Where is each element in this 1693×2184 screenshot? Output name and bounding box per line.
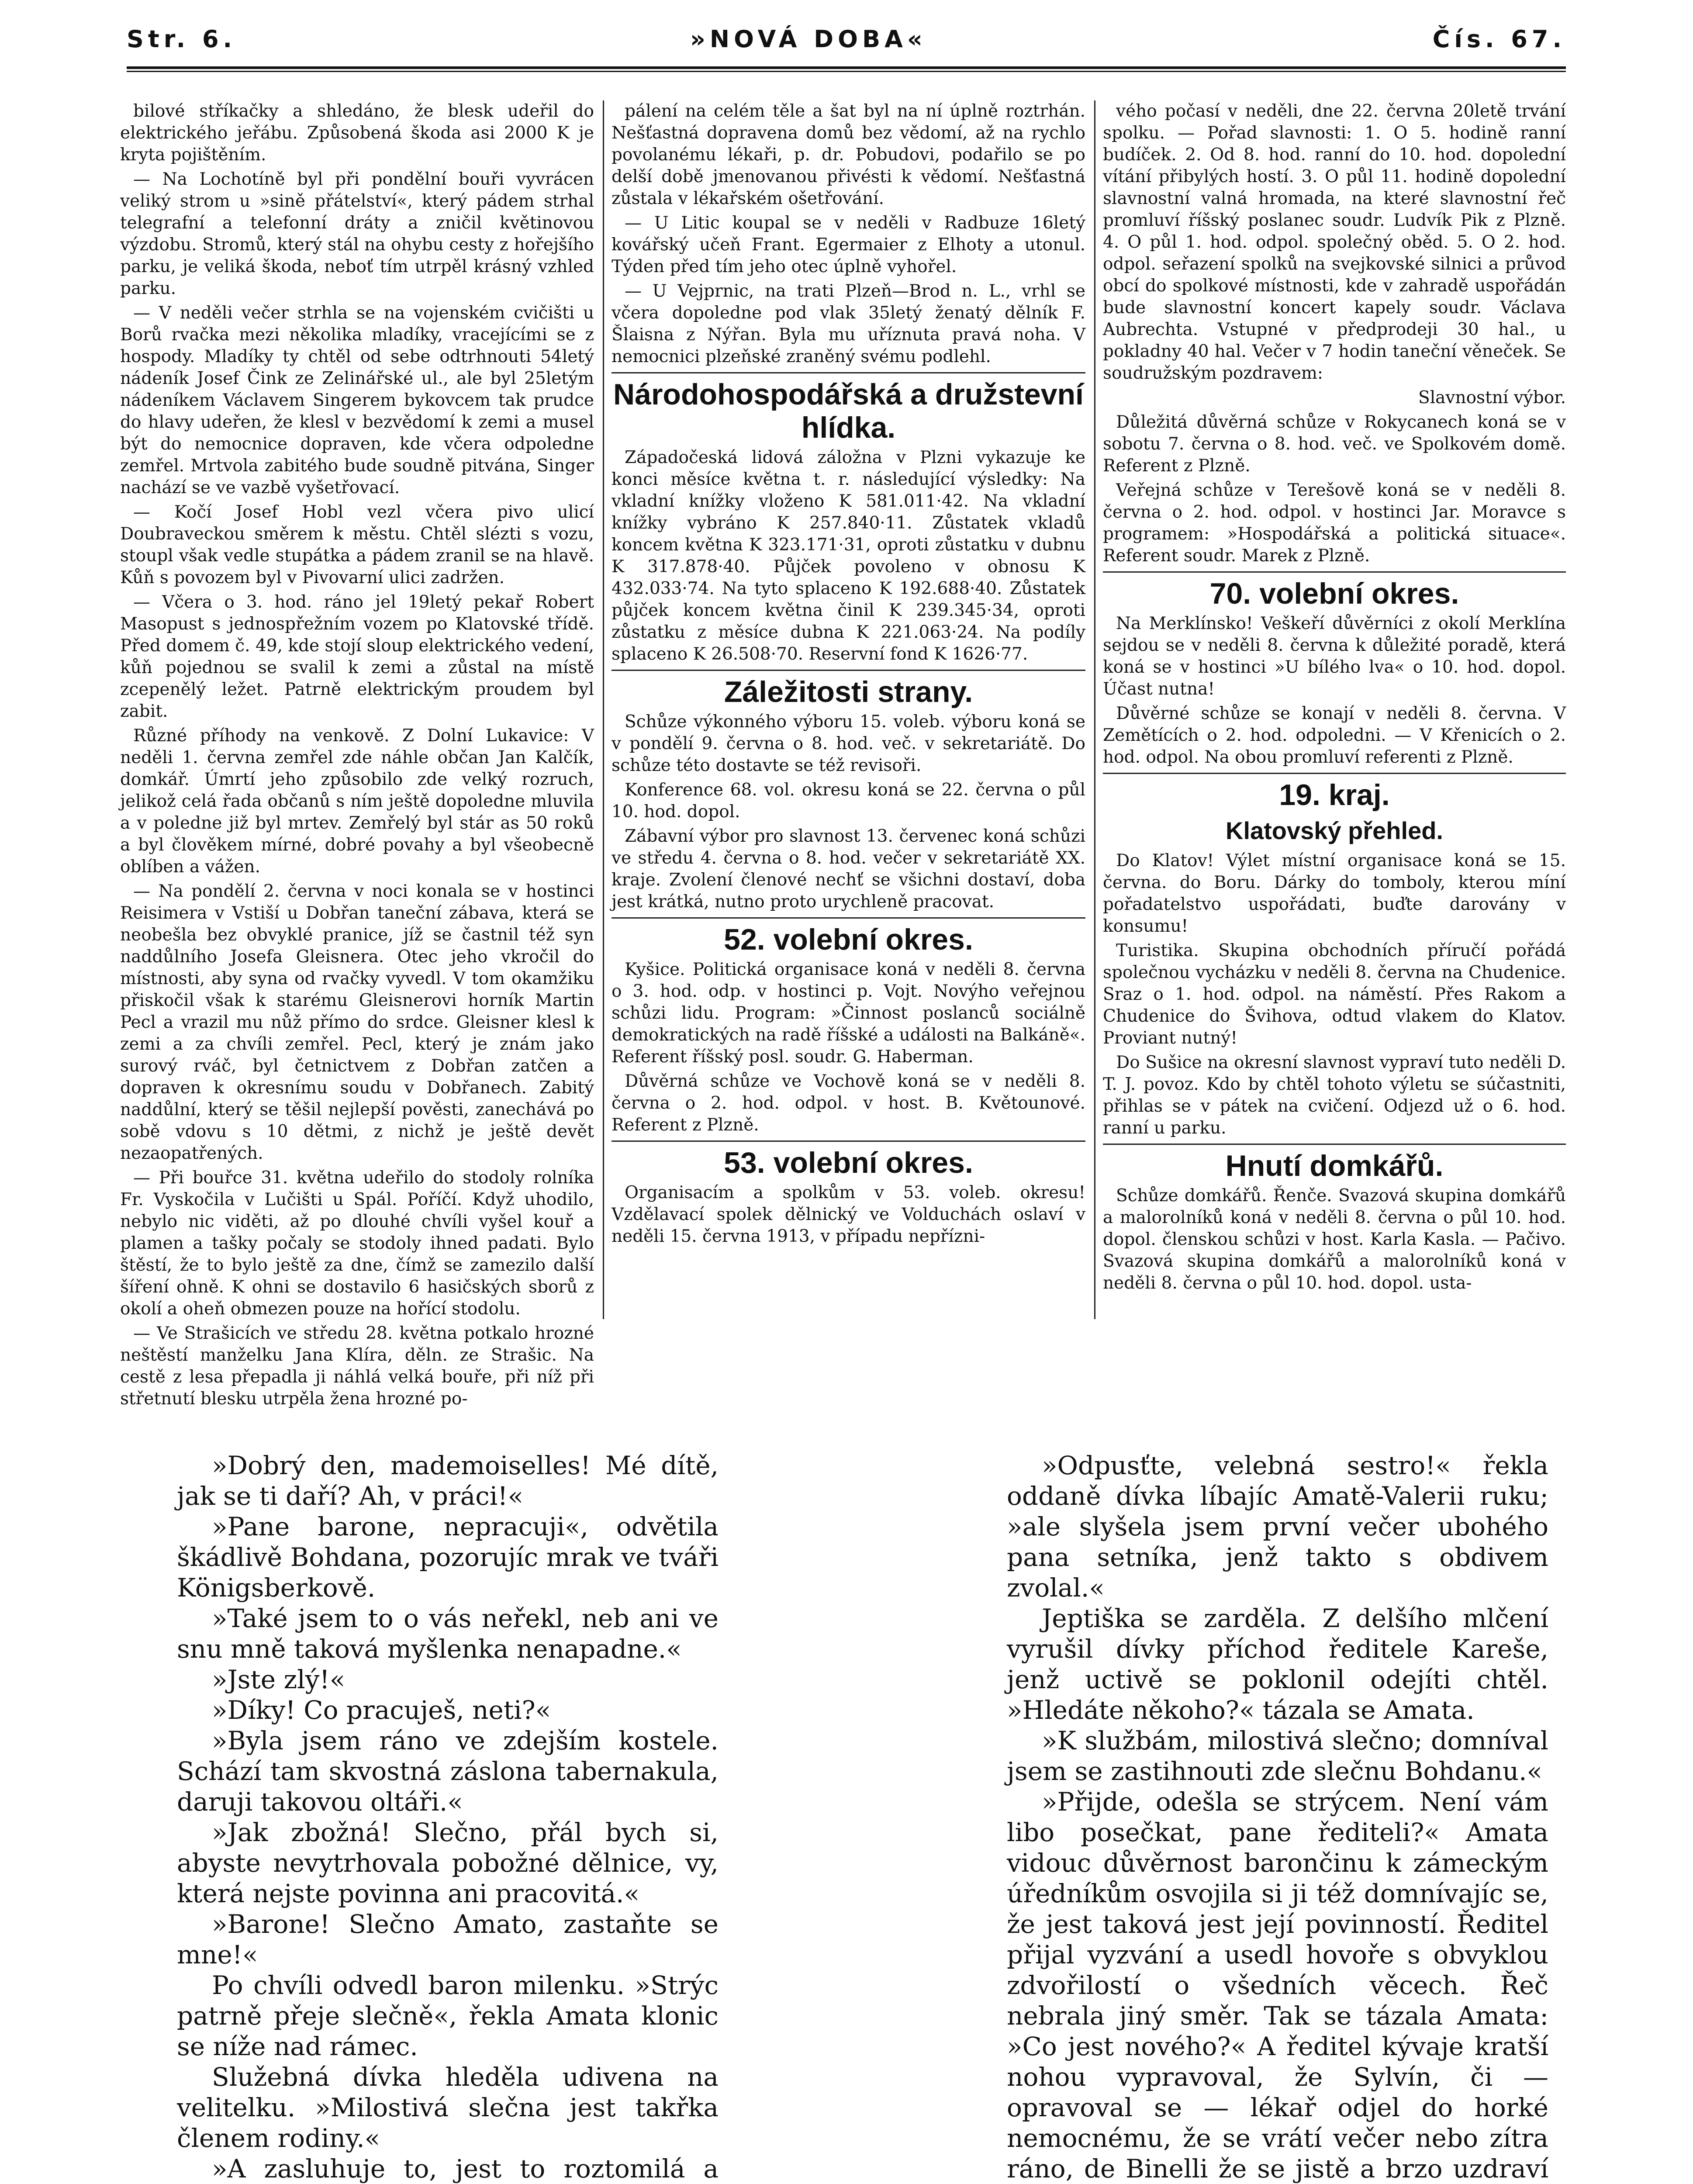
section-heading: Záležitosti strany. [724,675,973,708]
article-paragraph: Důvěrné schůze se konají v neděli 8. června. V Zemětících o 2. hod. odpoledni. — V Křenicích o 2. hod. odpol. Na obou promluví referenti z Plzně. [1103,704,1566,767]
story-paragraph: »Také jsem to o vás neřekl, neb ani ve snu mně taková myšlenka nenapadne.« [177,1603,719,1664]
column-1 [120,100,594,1409]
section-heading: Hnutí domkářů. [1225,1149,1444,1182]
article-paragraph: Schůze domkářů. Řenče. Svazová skupina domkářů a malorolníků koná v neděli 8. června o půl 10. hod. dopol. členskou schůzi v host. Karla Kasla. — Pačivo. Svazová skupina domkářů a malorolníků koná v neděli 8. června o půl 10. hod. dopol. usta- [1103,1186,1566,1293]
column-divider [603,100,604,1319]
column-3 [1103,100,1566,1319]
article-paragraph: Důvěrná schůze ve Vochově koná se v neděli 8. června o 2. hod. odpol. v host. B. Květounové. Referent z Plzně. [612,1071,1085,1135]
article-paragraph: — Na pondělí 2. června v noci konala se v hostinci Reisimera v Vstiší u Dobřan taneční zábava, která se neobešla bez obvyklé pranice, jíž se častnil též syn naddůlního Josefa Gleisnera. Otec jeho vkročil do místnosti, aby syna od rvačky vyvedl. V tom okamžiku přiskočil však k starému Gleisnerovi horník Martin Pecl a vrazil mu nůž přímo do srdce. Gleisner klesl k zemi a za chvíli zemřel. Pecl, který je znám jako surový rváč, byl četnictvem z Dobřan zatčen a dopraven k okresnímu soudu v Dobřanech. Zabitý naddůlní, který se těšil nejlepší pověsti, zanechává po sobě vdovu s 10 dětmi, z nichž je ještě devět nezaopatřených. [120,881,594,1163]
article-paragraph: — Ve Strašicích ve středu 28. května potkalo hrozné neštěstí manželku Jana Klíra, děln. ze Strašic. Na cestě z lesa přepadla ji náhlá velká bouře, při níž při střetnutí blesku utrpěla žena hrozné po- [120,1324,594,1409]
page-number: Str. 6. [127,25,237,53]
story-paragraph: »Jak zbožná! Slečno, přál bych si, abyste nevytrhovala pobožné dělnice, vy, která nejste povinna ani pracovitá.« [177,1818,719,1908]
section-subheading: Klatovský přehled. [1226,817,1443,844]
article-paragraph: — U Litic koupal se v neděli v Radbuze 16letý kovářský učeň Frant. Egermaier z Elhoty a utonul. Týden před tím jeho otec úplně vyhořel. [612,213,1085,276]
article-paragraph: vého počasí v neděli, dne 22. června 20letě trvání spolku. — Pořad slavnosti: 1. O 5. hodině ranní budíček. 2. Od 8. hod. ranní do 10. hod. dopolední vítání přibylých hostí. 3. O půl 11. hodině dopolední slavnostní valná hromada, na které slavnostní řeč promluví říšský poslanec soudr. Ludvík Pik z Plzně. 4. O půl 1. hod. odpol. společný oběd. 5. O 2. hod. odpol. seřazení spolků na svejkovské silnici a průvod obcí do spolkové místnosti, kde v zahradě uspořádán bude slavnostní koncert kapely soudr. Václava Aubrechta. Vstupné v předprodeji 30 hal., u pokladny 40 hal. Večer v 7 hodin taneční věneček. Se soudružským pozdravem: [1103,101,1566,383]
article-paragraph: Veřejná schůze v Terešově koná se v neděli 8. června o 2. hod. odpol. v hostinci Jar. Moravce s programem: »Hospodářská a politická situace«. Referent soudr. Marek z Plzně. [1103,480,1566,566]
article-paragraph: Konference 68. vol. okresu koná se 22. června o půl 10. hod. dopol. [612,780,1085,822]
article-paragraph: — Včera o 3. hod. ráno jel 19letý pekař Robert Masopust s jednospřežním vozem po Klatovské třídě. Před domem č. 49, kde stojí sloup elektrického vedení, kůň pojednou se svalil k zemi a zůstal na místě zcepenělý ležet. Patrně elektrickým proudem byl zabit. [120,592,594,721]
article-paragraph: Organisacím a spolkům v 53. voleb. okresu! Vzdělavací spolek dělnický ve Volduchách oslaví v neděli 15. června 1913, v případu nepřízni- [612,1183,1085,1246]
column-divider [1094,100,1095,1319]
column-2 [612,100,1085,1319]
story-paragraph: »Odpusťte, velebná sestro!« řekla oddaně dívka líbajíc Amatě-Valerii ruku; »ale slyšela jsem první večer ubohého pana setníka, jenž takto s obdivem zvolal.« [1007,1451,1548,1603]
story-paragraph: »Pane barone, nepracuji«, odvětila škádlivě Bohdana, pozorujíc mrak ve tváři Königsberkově. [177,1512,719,1603]
story-paragraph: »Přijde, odešla se strýcem. Není vám libo posečkat, pane řediteli?« Amata vidouc důvěrnost barončinu k zámeckým úředníkům osvojila si ji též domnívajíc se, že jest taková jest její povinností. Ředitel přijal vyzvání a usedl hovoře s obvyklou zdvořilostí o všedních věcech. Řeč nebrala jiný směr. Tak se tázala Amata: »Co jest nového?« A ředitel kývaje kratší nohou vypravoval, že Sylvín, či — opravoval se — lékař odjel do horké nemocnému, že se vrátí večer nebo zítra ráno, de Binelli že se jistě a brzo uzdraví [1007,1787,1548,2184]
article-paragraph: Kyšice. Politická organisace koná v neděli 8. června o 3. hod. odp. v hostinci p. Vojt. Novýho veřejnou schůzi lidu. Program: »Činnost poslanců sociálně demokratických na radě říšské a události na Balkáně«. Referent říšský posl. soudr. G. Haberman. [612,960,1085,1067]
section-rule [612,372,1085,373]
article-paragraph: — Kočí Josef Hobl vezl včera pivo ulicí Doubraveckou směrem k městu. Chtěl slézti s vozu, stoupl však vedle stupátka a pádem zranil se na hlavě. Kůň s povozem byl v Pivovarní ulici zadržen. [120,502,594,587]
story-paragraph: »Byla jsem ráno ve zdejším kostele. Schází tam skvostná záslona tabernakula, daruji takovou oltáři.« [177,1726,719,1817]
story-paragraph: »A zasluhuje to, jest to roztomilá a [212,2154,719,2184]
feuilleton-left [177,1450,719,2184]
section-heading: 19. kraj. [1279,778,1390,812]
article-paragraph: — U Vejprnic, na trati Plzeň—Brod n. L., vrhl se včera dopoledne pod vlak 35letý ženatý dělník F. Šlaisna z Nýřan. Byla mu uříznuta pravá noha. V nemocnici plzeňské zraněný svému podlehl. [612,281,1085,366]
article-paragraph: Do Klatov! Výlet místní organisace koná se 15. června. do Boru. Dárky do tomboly, kterou míní pořadatelstvo uspořádati, buďte darovány v konsumu! [1103,851,1566,936]
section-rule [612,670,1085,671]
header-rule-thin [127,71,1566,72]
article-paragraph: Různé příhody na venkově. Z Dolní Lukavice: V neděli 1. června zemřel zde náhle občan Jan Kalčík, domkář. Úmrtí jeho způsobilo zde velký rozruch, jelikož celá řada občanů s ním ještě dopoledne mluvila a v poledne již byl mrtev. Zemřelý byl stár as 50 roků a byl člověkem mírné, dobré povahy a byl všeobecně oblíben a vážen. [120,726,594,877]
story-paragraph: »Díky! Co pracuješ, neti?« [212,1695,551,1725]
masthead: »NOVÁ DOBA« [690,25,927,53]
story-paragraph: »Dobrý den, mademoiselles! Mé dítě, jak se ti daří? Ah, v práci!« [177,1451,719,1511]
article-paragraph: Turistika. Skupina obchodních příručí pořádá společnou vycházku v neděli 8. června na Chudenice. Sraz o 1. hod. odpol. na náměstí. Přes Rakom a Chudenice do Švihova, odtud vlakem do Klatov. Proviant nutný! [1103,941,1566,1048]
story-paragraph: Po chvíli odvedl baron milenku. »Strýc patrně přeje slečně«, řekla Amata klonic se níže nad rámec. [177,1970,719,2061]
article-paragraph: — V neděli večer strhla se na vojenském cvičišti u Borů rvačka mezi několika mladíky, vracejícími se z hospody. Mladíky ty chtěl od sebe odtrhnouti 54letý nádeník Josef Čink ze Zelinářské ul., ale byl 25letým nádeníkem Václavem Singerem bykovcem tak prudce do hlavy udeřen, že klesl v bezvědomí k zemi a musel být do nemocnice dopraven, kde včera odpoledne zemřel. Mrtvola zabitého bude soudně pitvána, Singer nachází se ve vazbě vyšetřovací. [120,303,594,498]
article-paragraph: Zábavní výbor pro slavnost 13. červenec koná schůzi ve středu 4. června o 8. hod. večer v sekretariátě XX. kraje. Zvolení členové nechť se všichni dostaví, doba jest krátká, nutno proto urychleně pracovat. [612,826,1085,912]
section-rule [1103,1144,1566,1145]
story-paragraph: Jeptiška se zarděla. Z delšího mlčení vyrušil dívky příchod ředitele Kareše, jenž uctivě se poklonil odejíti chtěl. »Hledáte někoho?« tázala se Amata. [1007,1603,1548,1725]
story-paragraph: »Barone! Slečno Amato, zastaňte se mne!« [177,1909,719,1970]
section-rule [1103,773,1566,774]
issue-number: Čís. 67. [1432,25,1566,53]
article-paragraph: — Na Lochotíně byl při pondělní bouři vyvrácen veliký strom u »sině přátelství«, který pádem strhal telegrafní a telefonní dráty a zničil květinovou výzdobu. Stromů, který stál na ohybu cesty z hořejšího parku, je veliká škoda, neboť tím utrpěl krásný vzhled parku. [120,169,594,298]
article-paragraph: Schůze výkonného výboru 15. voleb. výboru koná se v pondělí 9. června o 8. hod. več. v sekretariátě. Do schůze této dostavte se též revisoři. [612,712,1085,775]
article-signature: Slavnostní výbor. [1418,388,1566,408]
header-rule [127,66,1566,69]
page-header [127,17,1566,66]
section-rule [1103,571,1566,573]
article-paragraph: — Při bouřce 31. května udeřilo do stodoly rolníka Fr. Vyskočila v Lučišti u Spál. Poříčí. Když uhodilo, nebylo nic viděti, až po dlouhé chvíli vyšel kouř a plamen a tašky počaly se stodoly ihned padati. Bylo štěstí, že to bylo ještě za dne, čímž se zamezilo další šíření ohně. K ohni se dostavilo 6 hasičských sborů z okolí a oheň obmezen pouze na hořící stodolu. [120,1168,594,1319]
story-paragraph: »K službám, milostivá slečno; domníval jsem se zastihnouti zde slečnu Bohdanu.« [1007,1726,1548,1786]
article-paragraph: Na Merklínsko! Veškeří důvěrníci z okolí Merklína sejdou se v neděli 8. června k důležité poradě, která koná se v hostinci »U bílého lva« o 10. hod. dopol. Účast nutna! [1103,614,1566,699]
article-paragraph: Západočeská lidová záložna v Plzni vykazuje ke konci měsíce května t. r. následující výsledky: Na vkladní knížky vloženo K 581.011·42. Na vkladní knížky vybráno K 257.840·11. Zůstatek vkladů koncem května K 323.171·31, oproti zůstatku v dubnu K 317.878·40. Půjček povoleno v obnosu K 432.033·74. Na tyto splaceno K 192.688·40. Zůstatek půjček koncem května činil K 239.345·34, oproti zůstatku z měsíce dubna K 221.063·24. Na podíly splaceno K 26.508·70. Reservní fond K 1626·77. [612,448,1085,664]
story-paragraph: »Jste zlý!« [212,1665,346,1694]
section-heading: 70. volební okres. [1209,577,1459,610]
section-heading: Národohospodářská a družstevní hlídka. [613,378,1084,444]
article-paragraph: Do Sušice na okresní slavnost vypraví tuto neděli D. T. J. povoz. Kdo by chtěl tohoto výletu se súčastniti, přihlas se v pátek na cvičení. Odjezd už o 6. hod. ranní u parku. [1103,1053,1566,1138]
section-heading: 53. volební okres. [724,1146,973,1179]
article-paragraph: pálení na celém těle a šat byl na ní úplně roztrhán. Nešťastná dopravena domů bez vědomí, až na rychlo povolanému lékaři, p. dr. Pobudovi, podařilo se po delší době jmenovanou přivésti k vědomí. Nešťastná zůstala v lékařském ošetřování. [612,101,1085,208]
section-rule [612,1140,1085,1142]
story-paragraph: Služebná dívka hleděla udivena na velitelku. »Milostivá slečna jest takřka členem rodiny.« [177,2062,719,2153]
article-paragraph: bilové stříkačky a shledáno, že blesk udeřil do elektrického jeřábu. Způsobená škoda asi 2000 K je kryta pojištěním. [120,101,594,165]
article-paragraph: Důležitá důvěrná schůze v Rokycanech koná se v sobotu 7. června o 8. hod. več. ve Spolkovém domě. Referent z Plzně. [1103,412,1566,476]
section-heading: 52. volební okres. [724,923,973,956]
section-rule [612,917,1085,919]
feuilleton-right [1007,1450,1548,2184]
